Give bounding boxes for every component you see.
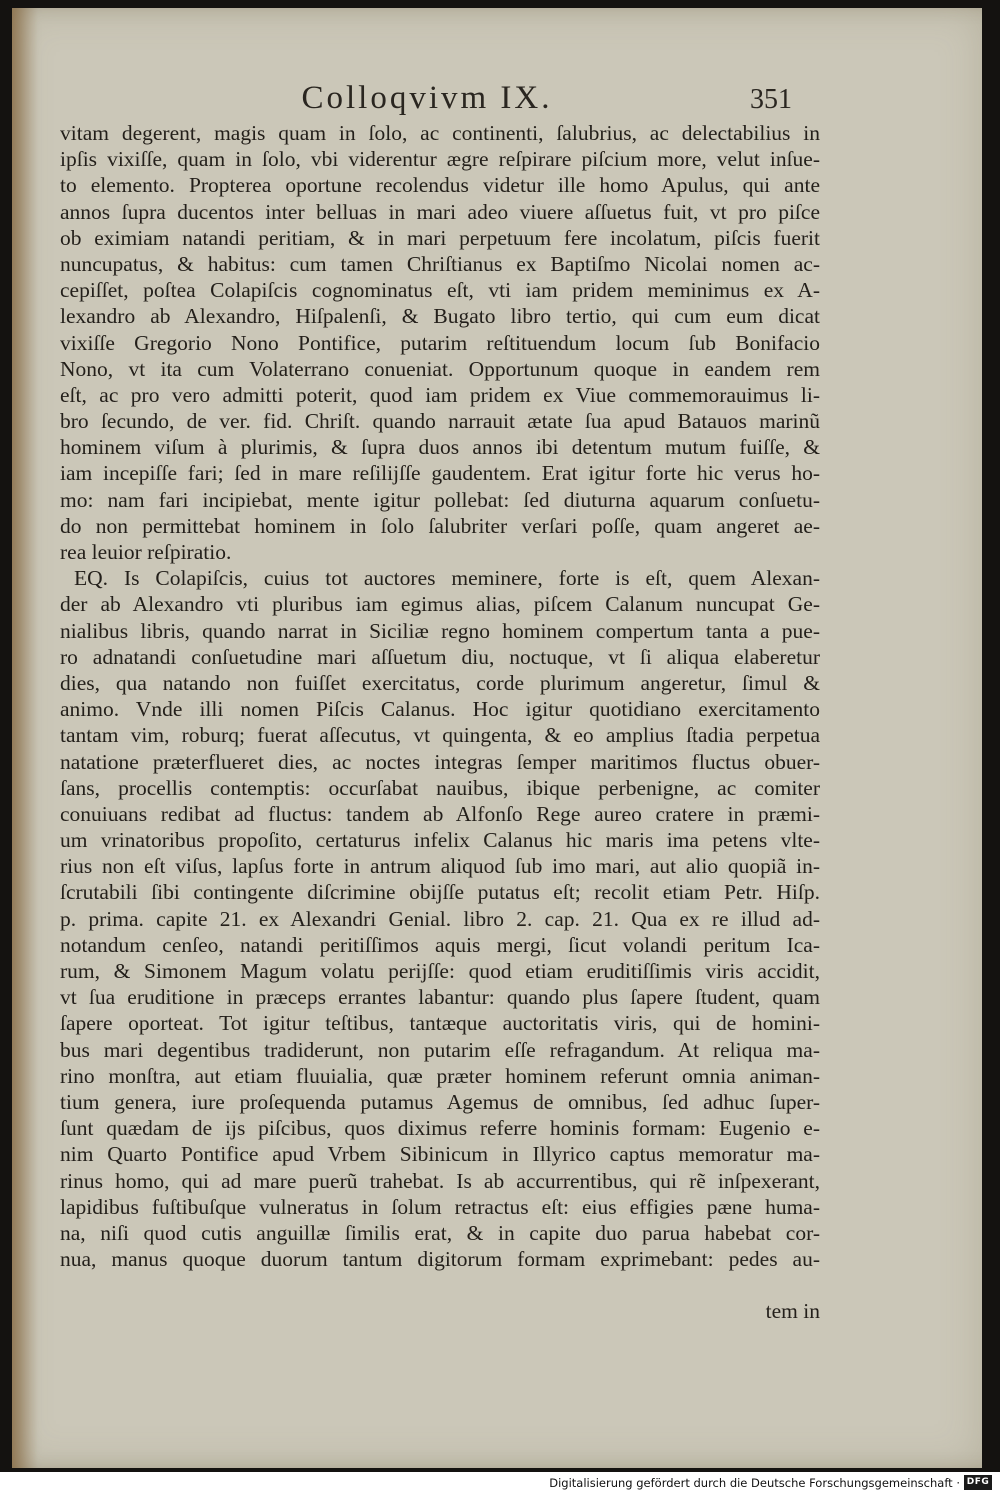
text-line: vt ſua eruditione in præceps errantes labantur: quando plus ſapere ſtudent, quam [60, 985, 820, 1010]
text-line: vitam degerent, magis quam in ſolo, ac continenti, ſalubrius, ac delectabilius in [60, 121, 820, 145]
text-line: bro ſecundo, de ver. fid. Chriſt. quando narrauit ætate ſua apud Batauos marinũ [60, 409, 820, 434]
text-line: nua, manus quoque duorum tantum digitorum formam exprimebant: pedes au- [60, 1247, 820, 1272]
text-line: conuiuans redibat ad fluctus: tandem ab Alfonſo Rege aureo cratere in præmi- [60, 801, 820, 826]
digitization-footer [0, 1472, 1000, 1494]
text-line: ſans, procellis contemptis: occurſabat nauibus, ibique perbenigne, ac comiter [60, 775, 820, 800]
funding-credit: Digitalisierung gefördert durch die Deutsche Forschungsgemeinschaft · [549, 1476, 960, 1490]
text-line: natatione præterflueret dies, ac noctes integras ſemper maritimos fluctus obuer- [60, 749, 820, 774]
text-line: p. prima. capite 21. ex Alexandri Genial. libro 2. cap. 21. Qua ex re illud ad- [60, 906, 820, 931]
text-line: Nono, vt ita cum Volaterrano conueniat. Opportunum quoque in eandem rem [60, 356, 820, 381]
text-line: ro adnatandi conſuetudine mari aſſuetum diu, noctuque, vt ſi aliqua elaberetur [60, 644, 820, 669]
text-line: rea leuior reſpiratio. [60, 540, 232, 564]
text-line: nuncupatus, & habitus: cum tamen Chriſtianus ex Baptiſmo Nicolai nomen ac- [60, 251, 820, 276]
text-line: tium genera, iure proſequenda putamus Agemus de omnibus, ſed adhuc ſuper- [60, 1089, 820, 1114]
text-line: lexandro ab Alexandro, Hiſpalenſi, & Bugato libro tertio, qui cum eum dicat [60, 304, 820, 329]
text-line: do non permittebat hominem in ſolo ſalubriter verſari poſſe, quam angeret ae- [60, 513, 820, 538]
text-line: eſt, ac pro vero admitti poterit, quod iam pridem ex Viue commemorauimus li- [60, 382, 820, 407]
text-line: ob eximiam natandi peritiam, & in mari perpetuum fere incolatum, piſcis fuerit [60, 225, 820, 250]
text-line: to elemento. Propterea oportune recolendus videtur ille homo Apulus, qui ante [60, 173, 820, 198]
text-line: rinus homo, qui ad mare puerũ trahebat. Is ab accurrentibus, qui rẽ inſpexerant, [60, 1168, 820, 1193]
text-line: iam incepiſſe fari; ſed in mare reſilijſſe gaudentem. Erat igitur forte hic verus ho- [60, 461, 820, 486]
dfg-logo-icon: DFG [964, 1475, 992, 1490]
text-line [60, 1272, 820, 1298]
text-line: rino monſtra, aut etiam fluuialia, quæ præter hominem referunt omnia animan- [60, 1063, 820, 1088]
text-line: vixiſſe Gregorio Nono Pontifice, putarim reſtituendum locum ſub Bonifacio [60, 330, 820, 355]
text-line: ſapere oporteat. Tot igitur teſtibus, tantæque auctoritatis viris, qui de homini- [60, 1011, 820, 1036]
text-line: notandum cenſeo, natandi peritiſſimos aquis mergi, ſicut volandi peritum Ica- [60, 932, 820, 957]
text-line: um vrinatoribus propoſito, certaturus infelix Calanus hic maris ima petens vlte- [60, 828, 820, 853]
text-line: rum, & Simonem Magum volatu perijſſe: quod etiam eruditiſſimis viris accidit, [60, 959, 820, 983]
text-line: ſcrutabili ſibi contingente diſcrimine obijſſe putatus eſt; recolit etiam Petr. Hiſp. [60, 880, 820, 905]
text-line: animo. Vnde illi nomen Piſcis Calanus. Hoc igitur quotidiano exercitamento [60, 697, 820, 722]
text-line: EQ. Is Colapiſcis, cuius tot auctores meminere, forte is eſt, quem Alexan- [74, 566, 820, 591]
text-line: lapidibus fuſtibuſque vulneratus in ſolum retractus eſt: eius effigies pæne huma- [60, 1194, 820, 1219]
text-line: hominem viſum à plurimis, & ſupra duos annos ibi detentum mutum fuiſſe, & [60, 435, 820, 460]
book-page [12, 8, 982, 1468]
text-line: annos ſupra ducentos inter belluas in mari adeo viuere aſſuetus fuit, vt pro piſce [60, 199, 820, 224]
text-line: dies, qua natando non fuiſſet exercitatus, corde plurimum angeretur, ſimul & [60, 670, 820, 695]
body-text [60, 120, 820, 1325]
text-line: cepiſſet, poſtea Colapiſcis cognominatus eſt, vti iam pridem meminimus ex A- [60, 278, 820, 303]
text-line: tantam vim, roburq; fuerat aſſecutus, vt quingenta, & eo amplius ſtadia perpetua [60, 723, 820, 748]
text-line: ſunt quædam de ijs piſcibus, quos diximus referre hominis formam: Eugenio e- [60, 1116, 820, 1141]
running-head: Colloqvivm IX. [301, 80, 553, 116]
text-line: na, niſi quod cutis anguillæ ſimilis erat, & in capite duo parua habebat cor- [60, 1220, 820, 1245]
text-line: rius non eſt viſus, lapſus forte in antrum aliquod ſub imo mari, aut alio quopiã in- [60, 854, 820, 879]
text-line: nialibus libris, quando narrat in Siciliæ regno hominem compertum tanta a pue- [60, 618, 820, 643]
page-number: 351 [750, 84, 792, 115]
text-line: ipſis vixiſſe, quam in ſolo, vbi viderentur ægre reſpirare piſcium more, velut inſue- [60, 147, 820, 172]
catchword: tem in [765, 1299, 820, 1324]
text-line: bus mari degentibus tradiderunt, non putarim eſſe refragandum. At reliqua ma- [60, 1037, 820, 1062]
text-line: der ab Alexandro vti pluribus iam egimus alias, piſcem Calanum nuncupat Ge- [60, 592, 820, 617]
text-line: mo: nam fari incipiebat, mente igitur pollebat: ſed diuturna aquarum conſuetu- [60, 487, 820, 512]
text-line: nim Quarto Pontifice apud Vrbem Sibinicum in Illyrico captus memoratur ma- [60, 1142, 820, 1167]
